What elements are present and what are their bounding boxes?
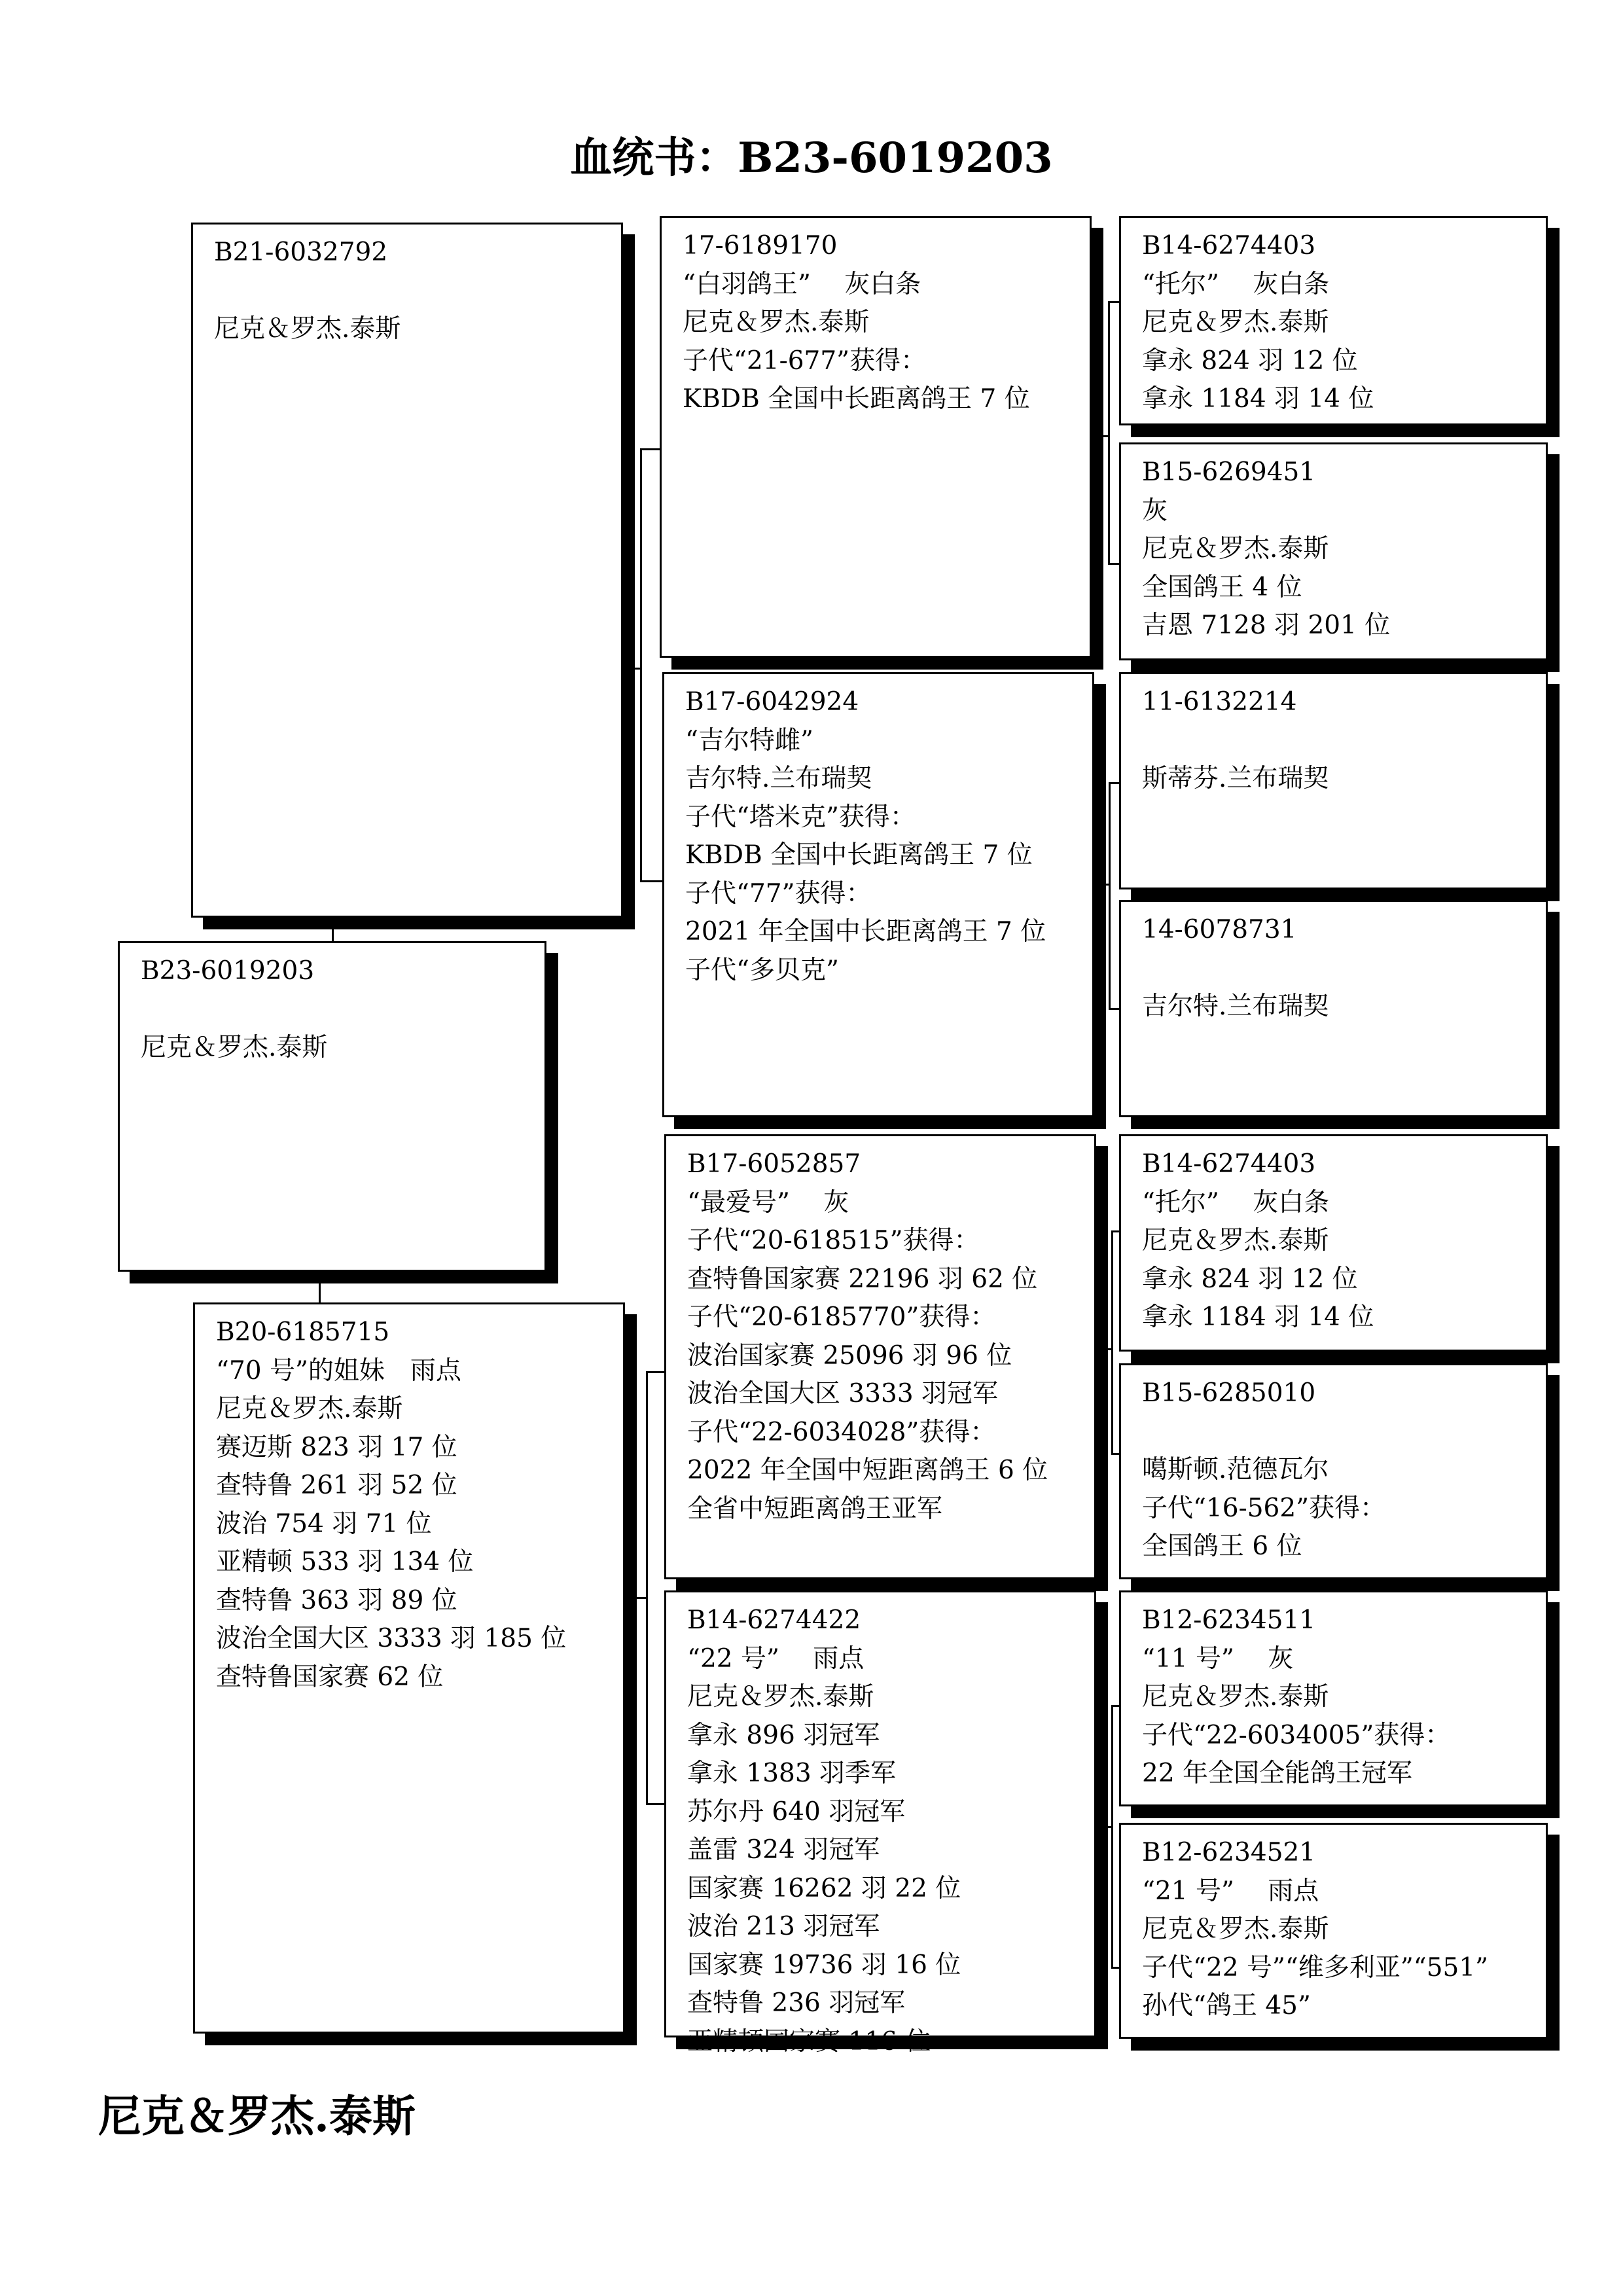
- connector: [1109, 782, 1111, 1008]
- info-line: 波治国家赛 25096 羽 96 位: [687, 1340, 1012, 1371]
- info-line: 苏尔丹 640 羽冠军: [687, 1797, 906, 1827]
- info-line: 子代“16-562”获得：: [1142, 1493, 1386, 1523]
- dd-sire-box: [1119, 1590, 1548, 1806]
- info-line: “托尔” 灰白条: [1142, 1187, 1330, 1217]
- info-line: 查特鲁国家赛 62 位: [216, 1662, 444, 1692]
- sd-sire-box: [1119, 672, 1548, 889]
- connector: [646, 1803, 666, 1805]
- info-line: “托尔” 灰白条: [1142, 269, 1330, 299]
- sire-box: [191, 223, 623, 918]
- info-line: 波治全国大区 3333 羽 185 位: [216, 1624, 567, 1653]
- info-line: “70 号”的姐妹 雨点: [216, 1355, 461, 1386]
- info-line: 波治全国大区 3333 羽冠军: [687, 1379, 999, 1408]
- ds-dam-box: [1119, 1363, 1548, 1579]
- ss-dam-box: [1119, 442, 1548, 660]
- info-line: 子代“21-677”获得：: [683, 346, 927, 376]
- info-line: 子代“多贝克”: [685, 955, 839, 985]
- info-line: “11 号” 灰: [1142, 1643, 1294, 1674]
- info-line: 尼克＆罗杰.泰斯: [1142, 1682, 1329, 1712]
- info-line: 亚精顿 533 羽 134 位: [216, 1547, 474, 1577]
- info-line: [1142, 1413, 1539, 1452]
- info-line: 尼克＆罗杰.泰斯: [1142, 534, 1329, 564]
- breeder-footer: 尼克＆罗杰.泰斯: [98, 2090, 416, 2142]
- connector: [1094, 1826, 1111, 1828]
- subject-box: [118, 941, 546, 1272]
- connector: [1090, 435, 1108, 437]
- info-line: 尼克＆罗杰.泰斯: [1142, 308, 1329, 337]
- sire-dam-box: [662, 672, 1094, 1117]
- info-line: 子代“22 号”“维多利亚”“551”: [1142, 1952, 1489, 1982]
- connector: [1111, 1230, 1113, 1453]
- dam-sire-box: [664, 1134, 1096, 1579]
- info-line: 查特鲁 261 羽 52 位: [216, 1471, 457, 1500]
- info-line: 尼克＆罗杰.泰斯: [687, 1682, 874, 1712]
- info-line: 子代“20-618515”获得：: [687, 1226, 980, 1255]
- dam-box: [193, 1302, 625, 2034]
- info-line: 拿永 824 羽 12 位: [1142, 1264, 1358, 1294]
- info-line: 尼克＆罗杰.泰斯: [214, 314, 401, 344]
- sd-dam-box: [1119, 900, 1548, 1117]
- info-line: KBDB 全国中长距离鸽王 7 位: [685, 840, 1033, 870]
- info-line: 全国鸽王 6 位: [1142, 1532, 1302, 1561]
- info-line: 子代“20-6185770”获得：: [687, 1302, 996, 1332]
- info-line: 子代“22-6034005”获得：: [1142, 1720, 1451, 1750]
- ss-sire-box: [1119, 216, 1548, 425]
- info-line: 国家赛 19736 羽 16 位: [687, 1950, 961, 1980]
- info-line: 灰: [1142, 495, 1168, 526]
- ring-number: B12-6234521: [1142, 1838, 1316, 1867]
- info-line: 尼克＆罗杰.泰斯: [216, 1394, 403, 1424]
- page-title: 血统书：B23-6019203: [570, 134, 1053, 183]
- info-line: 全省中短距离鸽王亚军: [687, 1494, 943, 1524]
- dd-dam-box: [1119, 1823, 1548, 2039]
- info-line: 22 年全国全能鸽王冠军: [1142, 1759, 1413, 1788]
- info-line: “最爱号” 灰: [687, 1187, 849, 1217]
- info-line: 尼克＆罗杰.泰斯: [1142, 1226, 1329, 1255]
- ring-number: B15-6285010: [1142, 1378, 1316, 1408]
- info-line: [214, 272, 615, 311]
- ring-number: B14-6274422: [687, 1605, 861, 1635]
- info-line: 国家赛 16262 羽 22 位: [687, 1873, 961, 1903]
- ring-number: 17-6189170: [683, 231, 838, 260]
- info-line: [1142, 950, 1539, 988]
- ring-number: B21-6032792: [214, 238, 388, 267]
- info-line: 拿永 1383 羽季军: [687, 1759, 897, 1788]
- connector: [1111, 1705, 1113, 1967]
- ring-number: B17-6042924: [685, 687, 859, 717]
- info-line: 拿永 1184 羽 14 位: [1142, 384, 1374, 414]
- connector: [625, 1597, 646, 1599]
- info-line: 拿永 824 羽 12 位: [1142, 346, 1358, 376]
- info-line: 斯蒂芬.兰布瑞契: [1142, 764, 1329, 793]
- info-line: 吉恩 7128 羽 201 位: [1142, 611, 1391, 640]
- ring-number: B15-6269451: [1142, 457, 1316, 487]
- ds-sire-box: [1119, 1134, 1548, 1352]
- info-line: 波治 754 羽 71 位: [216, 1509, 432, 1539]
- info-line: 尼克＆罗杰.泰斯: [141, 1033, 328, 1062]
- info-line: KBDB 全国中长距离鸽王 7 位: [683, 384, 1030, 414]
- info-line: 尼克＆罗杰.泰斯: [683, 308, 870, 337]
- ring-number: B17-6052857: [687, 1149, 861, 1179]
- info-line: 查特鲁 363 羽 89 位: [216, 1585, 457, 1615]
- ring-number: 11-6132214: [1142, 687, 1297, 717]
- ring-number: B14-6274403: [1142, 1149, 1316, 1179]
- info-line: 吉尔特.兰布瑞契: [1142, 992, 1329, 1021]
- sire-sire-box: [660, 216, 1092, 658]
- info-line: 波治 213 羽冠军: [687, 1912, 880, 1941]
- info-line: 全国鸽王 4 位: [1142, 572, 1302, 602]
- info-line: 子代“塔米克”获得：: [685, 802, 916, 832]
- info-line: “21 号” 雨点: [1142, 1876, 1319, 1906]
- info-line: 2021 年全国中长距离鸽王 7 位: [685, 917, 1046, 946]
- info-line: 吉尔特.兰布瑞契: [685, 764, 872, 793]
- ring-number: B14-6274403: [1142, 231, 1316, 260]
- info-line: 子代“22-6034028”获得：: [687, 1417, 996, 1447]
- info-line: 2022 年全国中短距离鸽王 6 位: [687, 1456, 1048, 1485]
- info-line: [141, 991, 538, 1030]
- info-line: [1142, 722, 1539, 761]
- connector: [640, 448, 642, 880]
- connector: [646, 1371, 666, 1373]
- info-line: 赛迈斯 823 羽 17 位: [216, 1432, 457, 1462]
- dam-dam-box: [664, 1590, 1096, 2056]
- ring-number: 14-6078731: [1142, 915, 1297, 944]
- ring-number: B20-6185715: [216, 1318, 390, 1347]
- info-line: 子代“77”获得：: [685, 878, 872, 908]
- connector: [1094, 1348, 1111, 1350]
- info-line: 噶斯顿.范德瓦尔: [1142, 1455, 1329, 1484]
- info-line: 孙代“鸽王 45”: [1142, 1991, 1311, 2020]
- info-line: 查特鲁国家赛 22196 羽 62 位: [687, 1264, 1038, 1294]
- info-line: “吉尔特雌”: [685, 725, 813, 755]
- connector: [319, 1270, 321, 1303]
- info-line: 盖雷 324 羽冠军: [687, 1835, 880, 1865]
- connector: [332, 916, 334, 941]
- info-line: “22 号” 雨点: [687, 1643, 865, 1674]
- info-line: 亚精顿国家赛 116 位: [687, 2026, 931, 2056]
- connector: [622, 668, 640, 670]
- info-line: 尼克＆罗杰.泰斯: [1142, 1914, 1329, 1944]
- info-line: 拿永 1184 羽 14 位: [1142, 1302, 1374, 1332]
- ring-number: B23-6019203: [141, 956, 315, 986]
- info-line: 查特鲁 236 羽冠军: [687, 1988, 906, 2018]
- connector: [646, 1371, 648, 1803]
- connector: [1108, 301, 1110, 563]
- info-line: “白羽鸽王” 灰白条: [683, 269, 921, 299]
- ring-number: B12-6234511: [1142, 1605, 1316, 1635]
- info-line: 拿永 896 羽冠军: [687, 1720, 880, 1750]
